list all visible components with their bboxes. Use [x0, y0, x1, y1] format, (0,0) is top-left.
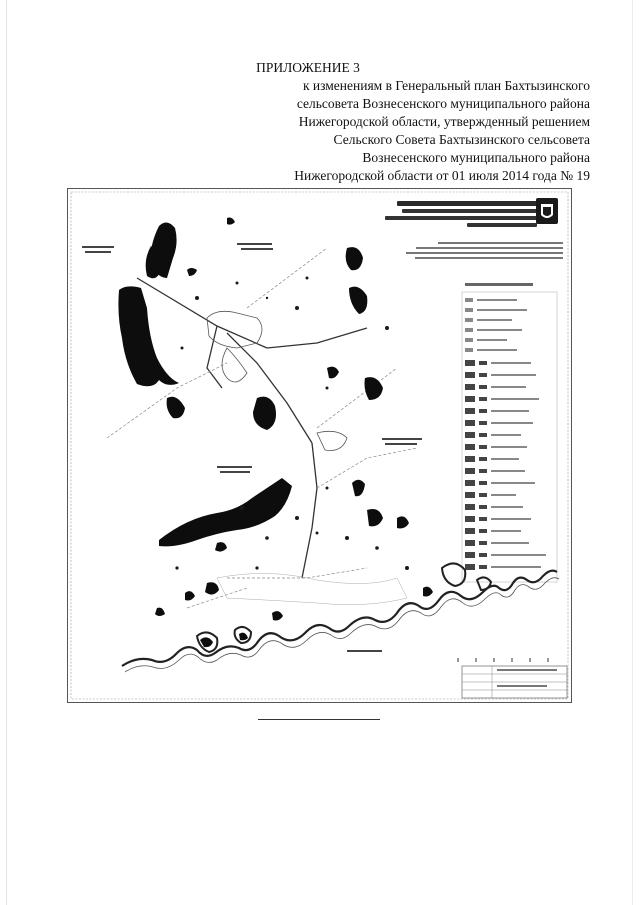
left-scan-edge [6, 0, 7, 905]
right-scan-edge [632, 0, 633, 905]
caption-line-2: сельсовета Вознесенского муниципального района [296, 96, 590, 111]
map-drawing [67, 188, 572, 703]
caption-line-6: Нижегородской области от 01 июля 2014 года № 19 [294, 168, 590, 183]
caption-line-5: Вознесенского муниципального района [362, 150, 590, 165]
caption-line-3: Нижегородской области, утвержденный решением [298, 114, 590, 129]
appendix-title: ПРИЛОЖЕНИЕ 3 [256, 60, 360, 75]
caption-line-4: Сельского Совета Бахтызинского сельсовета [333, 132, 590, 147]
signature-line [258, 719, 380, 720]
emblem-icon [536, 198, 558, 224]
general-plan-map [67, 188, 572, 703]
caption-line-1: к изменениям в Генеральный план Бахтызинского [302, 78, 590, 93]
